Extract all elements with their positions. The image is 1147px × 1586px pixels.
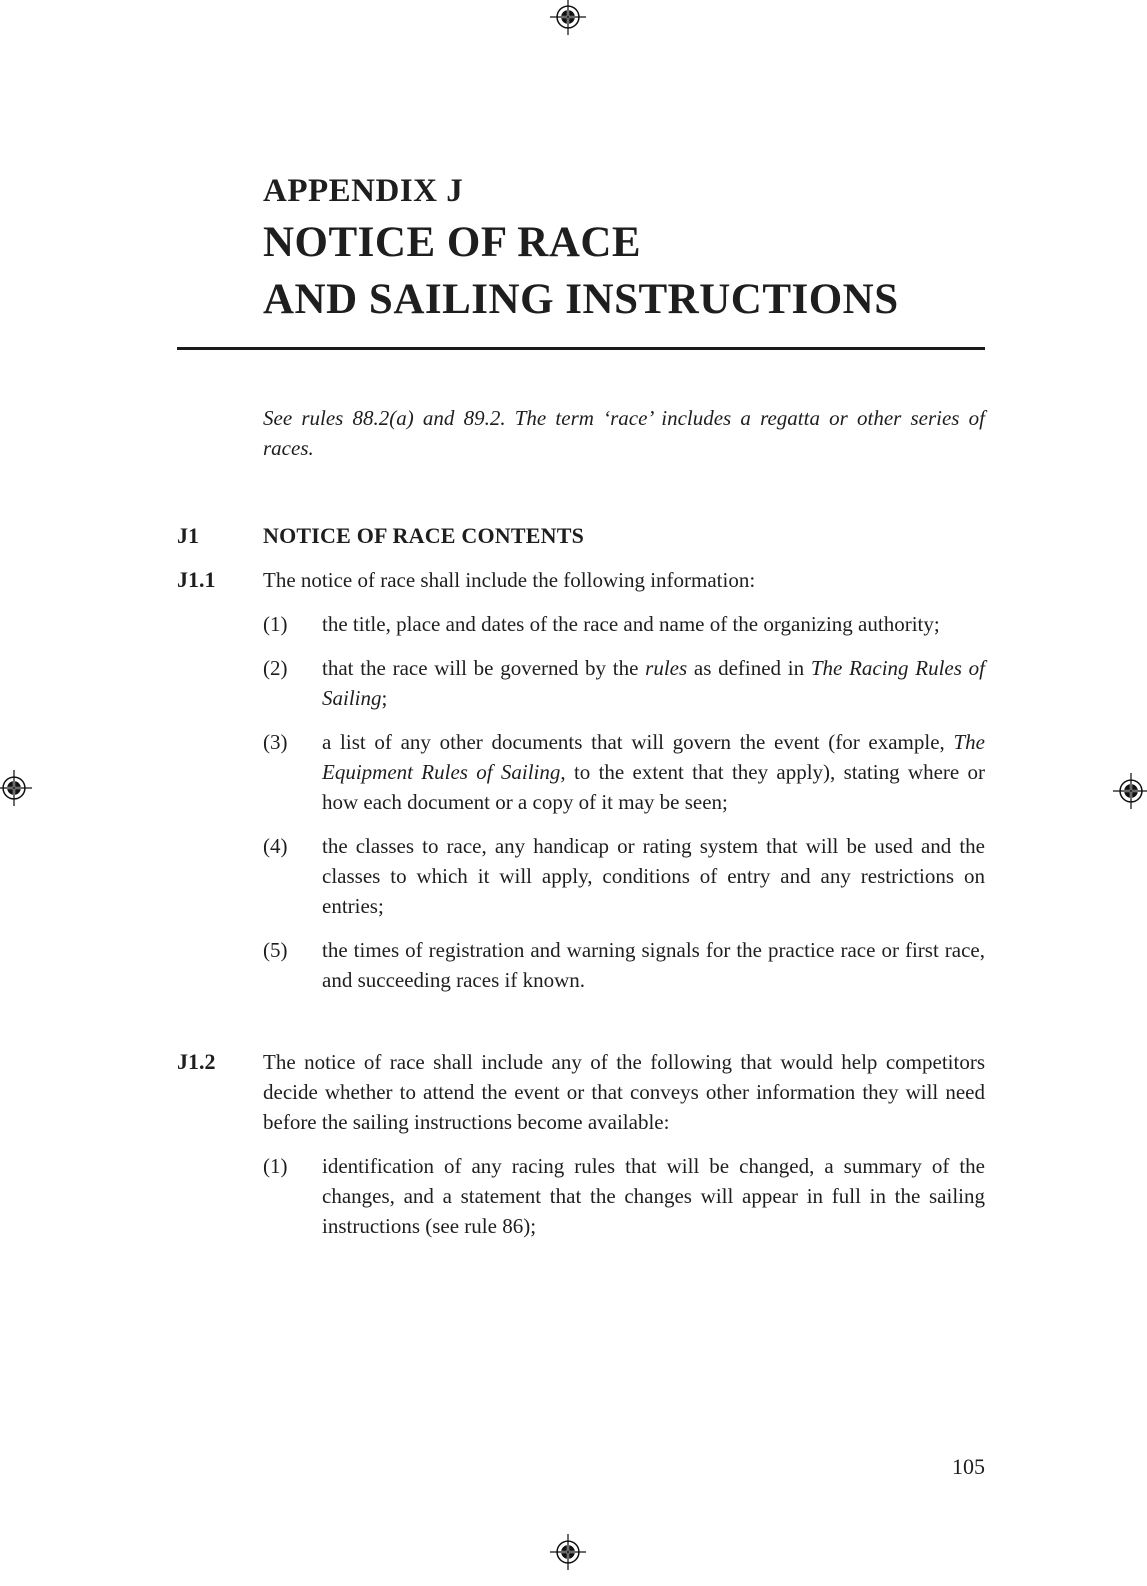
- registration-mark-icon: [549, 1533, 587, 1571]
- item-text: identification of any racing rules that will be changed, a summary of the changes, and a statement that the changes will appear in full in the sailing instructions (see rule 86);: [322, 1154, 985, 1238]
- rule-paragraph-j1-1: [177, 565, 985, 595]
- rule-item-j1-1-3: [263, 727, 985, 817]
- rule-paragraph-j1-2-text: The notice of race shall include any of the following that would help competitors decide whether to attend the event or that conveys other information they will need before the sailing instructions become available:: [263, 1050, 985, 1134]
- appendix-kicker: APPENDIX J: [263, 173, 464, 209]
- page-content: [177, 0, 985, 1241]
- rule-item-j1-1-5: [263, 935, 985, 995]
- item-number: (1): [263, 1154, 288, 1178]
- registration-mark-icon: [1112, 772, 1147, 810]
- item-number: (1): [263, 612, 288, 636]
- preamble-note: See rules 88.2(a) and 89.2. The term ‘race’ includes a regatta or other series of races.: [263, 406, 985, 460]
- page-number: 105: [952, 1454, 985, 1479]
- rule-paragraph-j1-2: [177, 1047, 985, 1137]
- rule-number-j1: J1: [177, 523, 199, 548]
- appendix-title-line-1: NOTICE OF RACE: [263, 219, 642, 266]
- section-j1-heading-row: [177, 521, 985, 551]
- item-text: the times of registration and warning signals for the practice race or first race, and succeeding races if known.: [322, 938, 985, 992]
- item-text: that the race will be governed by the rules as defined in The Racing Rules of Sailing;: [322, 656, 985, 710]
- rule-item-j1-1-1: [263, 609, 985, 639]
- rule-item-j1-2-1: [263, 1151, 985, 1241]
- rule-number-j1-1: J1.1: [177, 567, 216, 592]
- rule-item-j1-1-4: [263, 831, 985, 921]
- rule-number-j1-2: J1.2: [177, 1049, 216, 1074]
- title-divider-rule: [177, 347, 985, 350]
- item-number: (4): [263, 834, 288, 858]
- item-number: (5): [263, 938, 288, 962]
- item-number: (2): [263, 656, 288, 680]
- item-text: the classes to race, any handicap or rating system that will be used and the classes to which it will apply, conditions of entry and any restrictions on entries;: [322, 834, 985, 918]
- registration-mark-icon: [0, 769, 33, 807]
- section-j1-heading: NOTICE OF RACE CONTENTS: [263, 523, 585, 548]
- item-text: the title, place and dates of the race and name of the organizing authority;: [322, 612, 940, 636]
- appendix-title-line-2: AND SAILING INSTRUCTIONS: [263, 276, 899, 323]
- rule-item-j1-1-2: [263, 653, 985, 713]
- item-number: (3): [263, 730, 288, 754]
- item-text: a list of any other documents that will govern the event (for example, The Equipment Rules of Sailing, to the extent that they apply), stating where or how each document or a copy of it may be seen;: [322, 730, 985, 814]
- rule-paragraph-j1-1-text: The notice of race shall include the following information:: [263, 568, 756, 592]
- appendix-title-block: [263, 168, 985, 328]
